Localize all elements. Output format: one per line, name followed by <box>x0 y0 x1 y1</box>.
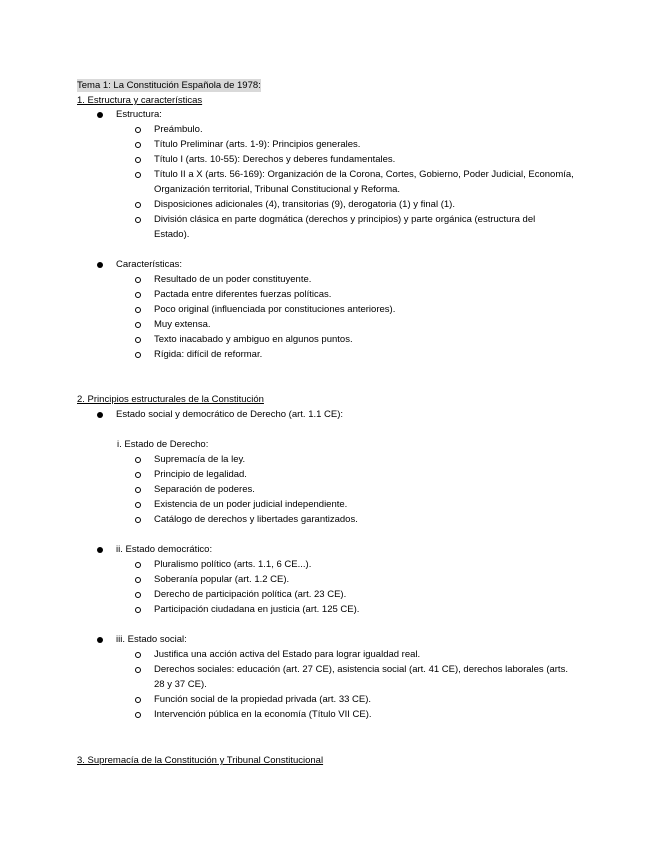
circle-bullet-icon <box>135 172 141 178</box>
caracteristicas-item: Rígida: difícil de reformar. <box>154 349 263 360</box>
circle-bullet-icon <box>135 712 141 718</box>
social-item: Justifica una acción activa del Estado para lograr igualdad real. <box>154 649 421 660</box>
estado-social-label: iii. Estado social: <box>116 634 187 645</box>
circle-bullet-icon <box>135 472 141 478</box>
section-1-heading: 1. Estructura y características <box>77 95 203 106</box>
democratico-item: Derecho de participación política (art. 23 CE). <box>154 589 347 600</box>
circle-bullet-icon <box>135 352 141 358</box>
democratico-item: Soberanía popular (art. 1.2 CE). <box>154 574 290 585</box>
estructura-item: Título II a X (arts. 56-169): Organización de la Corona, Cortes, Gobierno, Poder Judicial, Economía, <box>154 169 574 180</box>
caracteristicas-item: Texto inacabado y ambiguo en algunos puntos. <box>154 334 353 345</box>
estructura-item-cont: Estado). <box>154 229 190 240</box>
derecho-item: Separación de poderes. <box>154 484 255 495</box>
circle-bullet-icon <box>135 487 141 493</box>
circle-bullet-icon <box>135 577 141 583</box>
bullet-icon <box>97 112 103 118</box>
estructura-item: División clásica en parte dogmática (derechos y principios) y parte orgánica (estructura del <box>154 214 536 225</box>
estructura-label: Estructura: <box>116 109 162 120</box>
circle-bullet-icon <box>135 292 141 298</box>
bullet-icon <box>97 262 103 268</box>
derecho-item: Principio de legalidad. <box>154 469 247 480</box>
caracteristicas-item: Poco original (influenciada por constituciones anteriores). <box>154 304 396 315</box>
circle-bullet-icon <box>135 667 141 673</box>
circle-bullet-icon <box>135 202 141 208</box>
bullet-icon <box>97 637 103 643</box>
estructura-item-cont: Organización territorial, Tribunal Constitucional y Reforma. <box>154 184 401 195</box>
social-item-cont: 28 y 37 CE). <box>154 679 207 690</box>
estructura-item: Título I (arts. 10-55): Derechos y deberes fundamentales. <box>154 154 396 165</box>
circle-bullet-icon <box>135 337 141 343</box>
estado-derecho-label: i. Estado de Derecho: <box>117 439 209 450</box>
circle-bullet-icon <box>135 607 141 613</box>
circle-bullet-icon <box>135 652 141 658</box>
estructura-item: Preámbulo. <box>154 124 203 135</box>
democratico-item: Participación ciudadana en justicia (art. 125 CE). <box>154 604 360 615</box>
social-item: Función social de la propiedad privada (art. 33 CE). <box>154 694 372 705</box>
derecho-item: Existencia de un poder judicial independiente. <box>154 499 348 510</box>
democratico-item: Pluralismo político (arts. 1.1, 6 CE...). <box>154 559 312 570</box>
circle-bullet-icon <box>135 127 141 133</box>
circle-bullet-icon <box>135 502 141 508</box>
circle-bullet-icon <box>135 517 141 523</box>
circle-bullet-icon <box>135 307 141 313</box>
circle-bullet-icon <box>135 322 141 328</box>
bullet-icon <box>97 412 103 418</box>
section-2-heading: 2. Principios estructurales de la Constitución <box>77 394 264 405</box>
caracteristicas-label: Características: <box>116 259 182 270</box>
caracteristicas-item: Resultado de un poder constituyente. <box>154 274 312 285</box>
estructura-item: Título Preliminar (arts. 1-9): Principios generales. <box>154 139 361 150</box>
estado-democratico-label: ii. Estado democrático: <box>116 544 213 555</box>
circle-bullet-icon <box>135 142 141 148</box>
document-title: Tema 1: La Constitución Española de 1978: <box>77 80 261 91</box>
social-item: Derechos sociales: educación (art. 27 CE), asistencia social (art. 41 CE), derechos laborales (arts. <box>154 664 568 675</box>
circle-bullet-icon <box>135 277 141 283</box>
caracteristicas-item: Pactada entre diferentes fuerzas políticas. <box>154 289 332 300</box>
circle-bullet-icon <box>135 457 141 463</box>
derecho-item: Catálogo de derechos y libertades garantizados. <box>154 514 358 525</box>
estado-label: Estado social y democrático de Derecho (art. 1.1 CE): <box>116 409 344 420</box>
caracteristicas-item: Muy extensa. <box>154 319 211 330</box>
circle-bullet-icon <box>135 217 141 223</box>
bullet-icon <box>97 547 103 553</box>
estructura-item: Disposiciones adicionales (4), transitorias (9), derogatoria (1) y final (1). <box>154 199 455 210</box>
social-item: Intervención pública en la economía (Título VII CE). <box>154 709 372 720</box>
section-3-heading: 3. Supremacía de la Constitución y Tribunal Constitucional <box>77 755 324 766</box>
circle-bullet-icon <box>135 562 141 568</box>
circle-bullet-icon <box>135 157 141 163</box>
circle-bullet-icon <box>135 697 141 703</box>
circle-bullet-icon <box>135 592 141 598</box>
derecho-item: Supremacía de la ley. <box>154 454 246 465</box>
